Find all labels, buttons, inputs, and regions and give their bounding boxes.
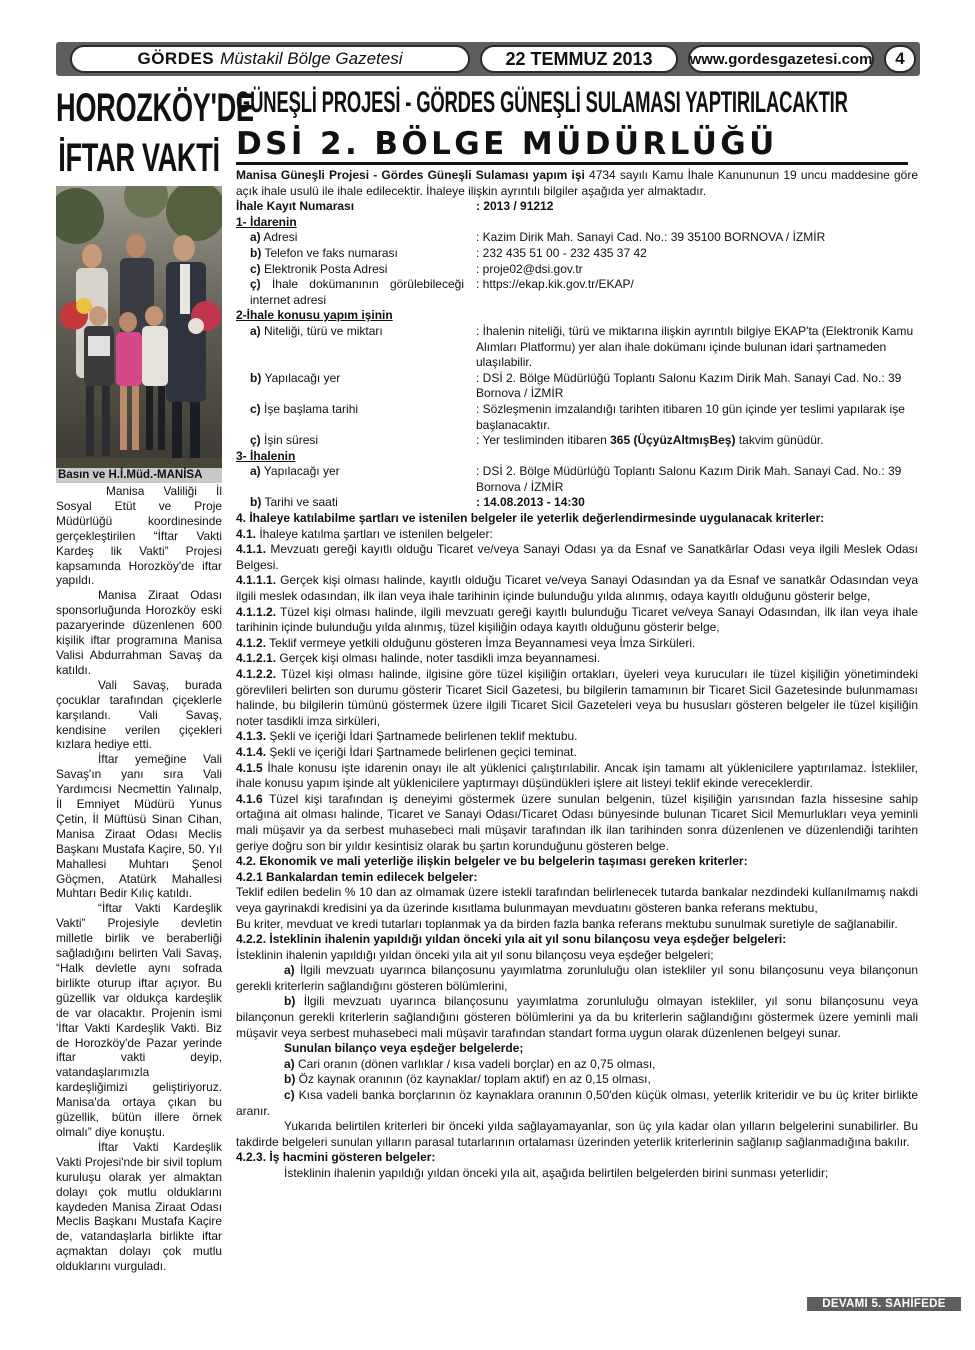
info-row-value: : Sözleşmenin imzalandığı tarihten itibaren 10 gün içinde yer teslimi yapılarak işe başlanacaktır. [476,401,905,432]
info-row-value: : Kazim Dirik Mah. Sanayi Cad. No.: 39 35100 BORNOVA / İZMİR [476,230,826,245]
info-row [236,433,918,449]
sidebar-paragraph: “İftar Vakti Kardeşlik Vakti” Projesiyle devletin milletle birlik ve beraberliği sağladığını belirten Vali Savaş, “Halk devletle aynı sofrada birlikte oturup iftar açıyor. Bu güzellik var oldukça kardeşlik de var olacaktır. Projenin ismi 'İftar Vakti Kardeşlik Vakti. Biz de Horozköy'de Pazar yerinde iftar vakti deyip, vatandaşlarımızla kardeşliğimizi geliştiriyoruz. Manisa'da ortaya çıkan bu güzellik, bütün illere örnek olmalı” diye konuştu. [56,901,222,1139]
info-row-label: b) Yapılacağı yer [250,370,341,385]
info-row [236,277,918,308]
info-row-label: a) Adresi [250,230,298,245]
clause: 4.1.2.1. Gerçek kişi olması halinde, noter tasdikli imza beyannamesi. [236,651,601,666]
info-row-label: ç) İhale dokümanının görülebileceği internet adresi [250,277,464,307]
article-subhead: DSİ 2. BÖLGE MÜDÜRLÜĞÜ [236,126,778,162]
clause: 4.1.1.1. Gerçek kişi olması halinde, kayıtlı olduğu Ticaret ve/veya Sanayi Odasından ya da Esnaf ve sanatkâr Odasından veya ilgili meslek odasından, ilk ilan veya ihale tarihinin içinde bulunduğu yılda alınmış, odaya kayıtlı olduğunu gösterir belge, [236,573,918,604]
info-row-label: b) Tarihi ve saati [250,495,338,510]
section-1-title: 1- İdarenin [236,214,297,229]
clause: 4.1.2. Teklif vermeye yetkili olduğunu gösteren İmza Beyannamesi veya İmza Sirküleri. [236,635,696,650]
paragraph: İsteklinin ihalenin yapıldığı yıldan önceki yıla ait, aşağıda belirtilen belgelerden birini sunması yeterlidir; [284,1166,829,1180]
section-4-2-1-title: 4.2.1 Bankalardan temin edilecek belgeler: [236,869,478,884]
paragraph: Teklif edilen bedelin % 10 dan az olmamak üzere istekli tarafından belirlenecek tutarda bankalar nezdindeki kullanılmamış nakdi veya gayrinakdi kredisini ya da üzerinde kısıtlama bulunmayan mevduatını gösteren banka referans mektubu, [236,885,918,915]
intro-bold: Manisa Güneşli Projesi - Gördes Güneşli Sulaması yapım işi [236,168,585,182]
newspaper-name-bold: GÖRDES [137,49,215,68]
info-row [236,371,918,402]
tender-registration-row [236,199,918,215]
tender-registration-label: İhale Kayıt Numarası [236,199,355,214]
sidebar-title-line2: İFTAR VAKTİ [58,136,220,180]
paragraph: Bu kriter, mevduat ve kredi tutarları toplanmak ya da birden fazla banka referans mektubu sunulmak suretiyle de sağlanabilir. [236,916,898,931]
info-row-value: : İhalenin niteliği, türü ve miktarına ilişkin ayrıntılı bilgiye EKAP'ta (Elektronik Kamu Alımları Platformu) yer alan ihale dokümanı içinde bulunan idari şartnameden ulaşılabilir. [476,323,914,370]
newspaper-name-italic: Müstakil Bölge Gazetesi [220,49,403,68]
notice-body [236,168,918,1182]
subhead-underline [236,162,908,165]
intro-paragraph [236,168,918,199]
tender-registration-value: : 2013 / 91212 [476,199,554,214]
paragraph: a) Cari oranın (dönen varlıklar / kısa vadeli borçlar) en az 0,75 olması, [284,1056,656,1071]
info-row-value: : https://ekap.kik.gov.tr/EKAP/ [476,277,634,292]
sidebar-body [56,484,222,1274]
info-row [236,402,918,433]
info-row [236,230,918,246]
clause: 4.1.3. Şekli ve içeriği İdari Şartnamede belirlenen teklif mektubu. [236,729,578,744]
sidebar-title [56,86,254,180]
section-3-title: 3- İhalenin [236,448,296,463]
newspaper-name [70,45,470,73]
info-row [236,262,918,278]
section-2-title: 2-İhale konusu yapım işinin [236,308,393,323]
info-row-value: : Yer tesliminden itibaren 365 (ÜçyüzAltmışBeş) takvim günüdür. [476,433,824,448]
paragraph: Yukarıda belirtilen kriterleri bir önceki yılda sağlayamayanlar, son üç yıla kadar olan yılların belgelerini sunabilirler. Bu takdirde belgeleri sunulan yılların parasal tutarlarının ortalaması üzerinden yeterlik kriterlerinin sağlanıp sağlanmadığına bakılır. [236,1119,918,1149]
section-4-2-2-title: 4.2.2. İsteklinin ihalenin yapıldığı yıldan önceki yıla ait yıl sonu bilançosu veya eşdeğer belgeleri: [236,932,787,947]
clause: 4.1.6 Tüzel kişi tarafından iş deneyimi göstermek üzere sunulan belgenin, tüzel kişiliğin yarısından fazla hissesine sahip ortağına ait olması halinde, Ticaret ve Sanayi Odası/Ticaret Odası bünyesinde bulunan Ticaret Sicil Memurlukları veya yeminli mali müşavir ya da serbest muhasebeci mali müşavir tarafından ilk ilan tarihinden sonra düzenlenen ve düzenlendiği tarihten geriye doğru son bir yıldır kesintisiz olarak bu şartın korunduğunu gösteren belge. [236,791,918,853]
clause: 4.1.4. Şekli ve içeriği İdari Şartnamede belirlenen geçici teminat. [236,744,577,759]
article-headline: GÜNEŞLİ PROJESİ - GÖRDES GÜNEŞLİ SULAMASI YAPTIRILACAKTIR [236,86,848,119]
clause: 4.1.1. Mevzuatı gereği kayıtlı olduğu Ticaret ve/veya Sanayi Odası ya da Esnaf ve Sanatkârlar Odası veya ilgili Meslek Odası Belgesi. [236,542,918,572]
paragraph: b) İlgili mevzuatı uyarınca bilançosunu yayımlatma zorunluluğu olmayan istekliler, yıl sonu bilançosunu veya bilançonun gerekli kriterlerin sağlandığını gösteren bölümlerini ya da bu kriterlerin sağlandığını göstermek üzere yeminli mali müşavir veya serbest muhasebeci mali müşavir tarafından standart forma uygun olarak düzenlenen belgeyi sunar. [236,994,918,1040]
info-row-label: c) İşe başlama tarihi [250,401,359,416]
clause: 4.1. İhaleye katılma şartları ve istenilen belgeler: [236,526,493,541]
info-row [236,495,918,511]
info-row-value: : DSİ 2. Bölge Müdürlüğü Toplantı Salonu Kazım Dirik Mah. Sanayi Cad. No.: 39 Bornova / İZMİR [476,464,902,494]
section-4-2-3-title: 4.2.3. İş hacmini gösteren belgeler: [236,1150,436,1165]
section-4-2-title: 4.2. Ekonomik ve mali yeterliğe ilişkin belgeler ve bu belgelerin taşıması gereken kriterler: [236,854,748,869]
sidebar-article [56,86,254,1274]
masthead-bar [56,42,920,76]
info-row-label: a) Niteliği, türü ve miktarı [250,323,383,338]
sidebar-paragraph: Manisa Ziraat Odası sponsorluğunda Horozköy eski pazaryerinde düzenlenen 600 kişilik iftar programına Manisa Valisi Abdurrahman Savaş da katıldı. [56,588,222,677]
info-row-value: : proje02@dsi.gov.tr [476,261,583,276]
sidebar-paragraph: Vali Savaş, burada çocuklar tarafından çiçeklerle karşılandı. Vali Savaş, kendisine verilen çiçekleri kızlara hediye etti. [56,677,222,752]
balance-title: Sunulan bilanço veya eşdeğer belgelerde; [284,1041,524,1056]
clause: 4.1.1.2. Tüzel kişi olması halinde, ilgili mevzuatı gereği kayıtlı bulunduğu Ticaret ve/veya Sanayi Odasından, ilk ilan veya ihale tarihinin içinde bulunduğu yılda alınmış, tüzel kişiliğin odaya kayıtlı olduğunu gösterir belge, [236,604,918,635]
intro-text: 4734 sayılı Kamu İhale Kanununun 19 uncu maddesine göre açık ihale usulü ile ihale edilecektir. İhaleye ilişkin ayrıntılı bilgiler aşağıda yer almaktadır. [236,168,918,198]
info-row [236,464,918,495]
paragraph: İsteklinin ihalenin yapıldığı yıldan önceki yıla ait yıl sonu bilançosu veya eşdeğer belgeleri; [236,947,714,962]
info-row-label: ç) İşin süresi [250,433,319,448]
news-photo-illustration [56,186,222,478]
page-number: 4 [884,45,916,73]
sidebar-title-line1: HOROZKÖY'DE [56,86,254,130]
info-row [236,324,918,371]
sidebar-paragraph: İftar yemeğine Vali Savaş'ın yanı sıra Vali Yardımcısı Necmettin Yalınalp, İl Emniyet Müdürü Yunus Çetin, İl Müftüsü Sinan Cihan, Manisa Ziraat Odası Meclis Başkanı Mustafa Kaçire, 50. Yıl Mahallesi Muhtarı Şenol Göçmen, Atatürk Mahallesi Muhtarı Bedir Kılıç katıldı. [56,752,222,901]
continued-on-page-5: DEVAMI 5. SAHİFEDE [807,1297,961,1311]
clause: 4.1.5 İhale konusu işte idarenin onayı ile alt yüklenici çalıştırılabilir. Ancak işin tamamı alt yüklenicilere yaptırılamaz. İstekliler, ihale konusu yapım işinde alt yüklenicilere yaptırmayı düşündükleri işlere ait listeyi teklif ekinde vereceklerdir. [236,760,918,791]
info-row-value: : 232 435 51 00 - 232 435 37 42 [476,245,647,260]
photo-caption: Basın ve H.İ.Müd.-MANİSA [56,468,222,483]
paragraph: a) İlgili mevzuatı uyarınca bilançosunu yayımlatma zorunluluğu olan istekliler yıl sonu bilançosunu veya bilançonun gerekli kriterlerin sağlandığını gösteren bölümlerini, [236,963,918,993]
clause: 4.1.2.2. Tüzel kişi olması halinde, ilgisine göre tüzel kişiliğin ortakları, üyeleri veya kurucuları ile tüzel kişiliğin yönetimindeki görevlileri belirten son durumu gösterir Ticaret Sicil Gazetesi, bu bilgilerin tamamının bir Ticaret Sicil Gazetesinde bulunmaması halinde, bu bilgilerin tümünü göstermek üzere ilgili Ticaret Sicil Gazeteleri veya bu hususları gösteren belgeler ile tüzel kişiliğin noter tasdikli imza sirküleri, [236,667,918,728]
website-url: www.gordesgazetesi.com [688,45,874,73]
info-row-label: a) Yapılacağı yer [250,464,340,479]
issue-date: 22 TEMMUZ 2013 [480,45,678,73]
paragraph: c) Kısa vadeli banka borçlarının öz kaynaklara oranının 0,50'den küçük olması, yeterlik kriteridir ve bu üç kriter birlikte aranır. [236,1088,918,1118]
section-4-title: 4. İhaleye katılabilme şartları ve istenilen belgeler ile yeterlik değerlendirmesinde uygulanacak kriterler: [236,511,825,526]
info-row-value: : 14.08.2013 - 14:30 [476,495,585,510]
info-row [236,246,918,262]
sidebar-paragraph: İftar Vakti Kardeşlik Vakti Projesi'nde bir sivil toplum kuruluşu olarak yer almaktan dolayı çok mutlu olduklarını kaydeden Manisa Ziraat Odası Meclis Başkanı Mustafa Kaçire de, vatandaşlarla birlikte iftar açmaktan dolayı çok mutlu olduklarını vurguladı. [56,1139,222,1274]
news-photo [56,186,222,478]
sidebar-paragraph: Manisa Valiliği İl Sosyal Etüt ve Proje Müdürlüğü koordinesinde gerçekleştirilen “İftar Vakti Kardeş lik Vakti” Projesi kapsamında Horozköy'de iftar yapıldı. [56,484,222,588]
tender-notice [236,86,918,1180]
info-row-label: c) Elektronik Posta Adresi [250,261,388,276]
info-row-label: b) Telefon ve faks numarası [250,245,398,260]
info-row-value: : DSİ 2. Bölge Müdürlüğü Toplantı Salonu Kazım Dirik Mah. Sanayi Cad. No.: 39 Bornova / İZMİR [476,370,902,401]
paragraph: b) Öz kaynak oranının (öz kaynaklar/ toplam aktif) en az 0,15 olması, [284,1072,651,1087]
